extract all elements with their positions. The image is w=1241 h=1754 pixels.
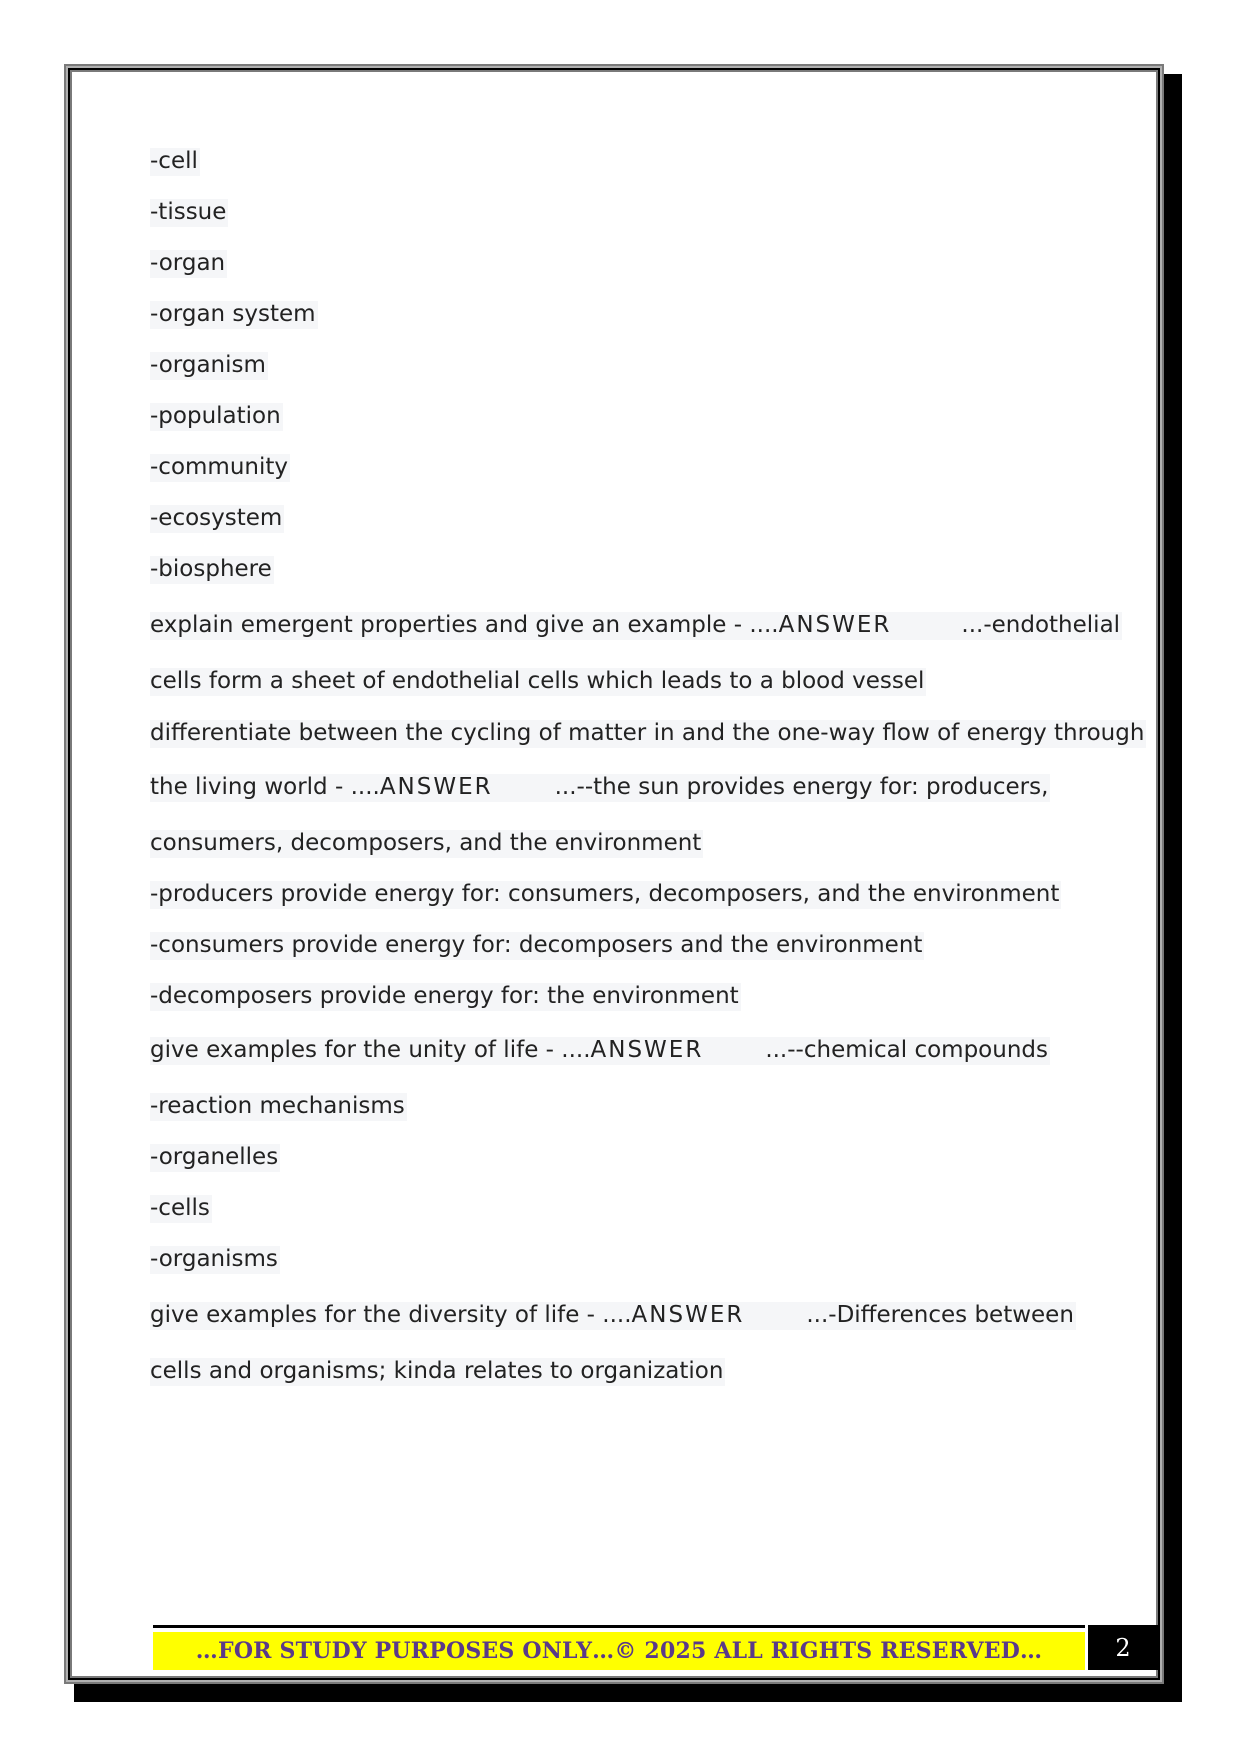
answer-text: -reaction mechanisms [150,1093,405,1119]
list-item-text: -community [150,454,288,480]
list-item-text: -ecosystem [150,505,283,531]
answer-text: ...--chemical compounds [765,1037,1048,1063]
answer-line [150,1243,1090,1275]
page-number: 2 [1088,1625,1158,1670]
answer-text: -consumers provide energy for: decomposers and the environment [150,932,923,958]
answer-line [150,929,1090,961]
answer-line [150,1192,1090,1224]
answer-text: -organisms [150,1246,278,1272]
answer-line [150,665,1090,697]
list-item [150,451,1090,483]
list-item [150,298,1090,330]
answer-text: -organelles [150,1144,279,1170]
question-text: the living world - .... [150,774,380,800]
footer-band [153,1632,1085,1670]
question-line [150,717,1145,749]
answer-line [150,827,1090,859]
answer-line [150,1090,1090,1122]
answer-text: -producers provide energy for: consumers, decomposers, and the environment [150,881,1060,907]
document-body [150,145,1145,1387]
question-text: explain emergent properties and give an example - .... [150,612,779,638]
footer-rule [153,1625,1085,1628]
list-item [150,502,1090,534]
list-item-text: -biosphere [150,556,272,582]
list-item [150,247,1090,279]
question-line [150,1299,1090,1331]
answer-text: ...--the sun provides energy for: producers, [554,774,1049,800]
question-text: give examples for the unity of life - .... [150,1037,591,1063]
answer-line [150,980,1090,1012]
list-item-text: -organ system [150,301,316,327]
answer-text: ...-endothelial [961,612,1121,638]
answer-text: -decomposers provide energy for: the environment [150,983,739,1009]
list-item [150,145,1090,177]
list-item-text: -organ [150,250,226,276]
list-item [150,349,1090,381]
list-item [150,400,1090,432]
list-item-text: -cell [150,148,198,174]
question-text: give examples for the diversity of life - .... [150,1302,632,1328]
answer-text: cells and organisms; kinda relates to organization [150,1358,724,1384]
answer-label: ANSWER [379,774,493,800]
list-item-text: -organism [150,352,266,378]
answer-text: cells form a sheet of endothelial cells which leads to a blood vessel [150,668,925,694]
answer-text: consumers, decomposers, and the environment [150,830,702,856]
answer-line [150,1355,1090,1387]
question-line [150,609,1121,641]
list-item-text: -tissue [150,199,227,225]
answer-label: ANSWER [590,1037,704,1063]
question-line [150,771,1090,803]
answer-text: ...-Differences between [806,1302,1074,1328]
answer-line [150,878,1090,910]
list-item [150,196,1090,228]
answer-text: -cells [150,1195,210,1221]
answer-label: ANSWER [631,1302,745,1328]
question-line [150,1034,1090,1066]
answer-label: ANSWER [778,612,892,638]
list-item-text: -population [150,403,281,429]
footer-notice: …FOR STUDY PURPOSES ONLY…© 2025 ALL RIGHTS RESERVED… [195,1638,1043,1664]
list-item [150,553,1090,585]
question-text: differentiate between the cycling of matter in and the one-way flow of energy through [150,720,1145,746]
answer-line [150,1141,1090,1173]
